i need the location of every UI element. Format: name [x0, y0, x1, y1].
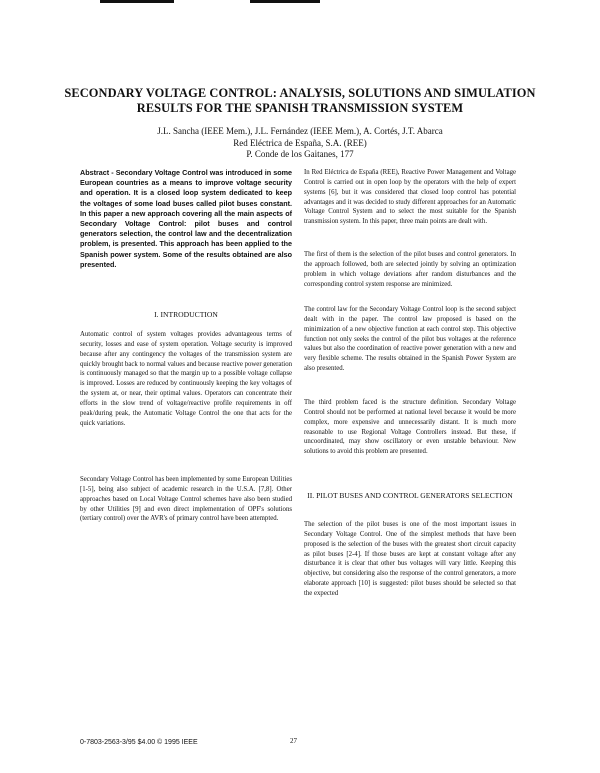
- page-number: 27: [290, 737, 297, 745]
- scan-edge-mark-left: [100, 0, 174, 3]
- isbn-footer: 0-7803-2563-3/95 $4.00 © 1995 IEEE: [80, 739, 198, 746]
- paragraph: Secondary Voltage Control has been implemented by some European Utilities [1-5], being also subject of academic research in the U.S.A. [7,8]. Other approaches based on Local Voltage Control schemes have also been studied by other Utilities [9] and even direct implementation of OPF's solutions (tertiary control) over the AVR's of primary control have been attempted.: [80, 476, 292, 523]
- section-heading-pilot-buses: II. PILOT BUSES AND CONTROL GENERATORS SELECTION: [307, 491, 513, 500]
- affiliation: Red Eléctrica de España, S.A. (REE): [233, 137, 367, 148]
- abstract: Abstract - Secondary Voltage Control was introduced in some European countries as a means to improve voltage security and operation. It is a closed loop system dedicated to keep the voltages of some load buses called pilot buses constant. In this paper a new approach covering all the main aspects of Secondary Voltage Control: pilot buses and control generators selection, the control law and the decentralization problem, is presented. This approach has been applied to the Spanish power system. Some of the results obtained are also presented.: [80, 168, 292, 269]
- paragraph: In Red Eléctrica de España (REE), Reactive Power Management and Voltage Control is carried out in open loop by the operators with the help of expert systems [6], but it was considered that closed loop control has potential advantages and it was decided to study different approaches for an Automatic Voltage Control System and to select the most suitable for the Spanish transmission system. In this paper, three main points are dealt with.: [304, 169, 516, 226]
- address: P. Conde de los Gaitanes, 177: [246, 149, 354, 159]
- paper-title: SECONDARY VOLTAGE CONTROL: ANALYSIS, SOLUTIONS AND SIMULATION RESULTS FOR THE SPANISH TRANSMISSION SYSTEM: [64, 86, 536, 115]
- section-heading-introduction: I. INTRODUCTION: [154, 310, 218, 319]
- paragraph: The selection of the pilot buses is one of the most important issues in Secondary Voltage Control. One of the simplest methods that have been proposed is the selection of the buses with the greatest short circuit capacity as pilot buses [2-4]. If those buses are kept at constant voltage after any disturbance it is clear that other bus voltages will vary little. Keeping this objective, but considering also the response of the control generators, a more elaborate approach [10] is suggested: pilot buses should be selected so that the expected: [304, 521, 516, 597]
- scan-edge-mark-right: [250, 0, 320, 3]
- author-names: J.L. Sancha (IEEE Mem.), J.L. Fernández (IEEE Mem.), A. Cortés, J.T. Abarca: [157, 126, 443, 136]
- author-block: [60, 126, 540, 161]
- paragraph: Automatic control of system voltages provides advantageous terms of security, losses and ease of system operation. Voltage security is improved because after any contingency the voltages of the transmission system are quickly brought back to normal values and because reactive power generation is continuously managed so that the margin up to a possible voltage collapse is improved. Losses are reduced by continuously keeping the key voltages of the system at, or near, their optimal values. Operators can concentrate their efforts in the slow trend of voltage/reactive profile requirements in off peak/during peak, the Automatic Voltage Control the one that acts for the quick variations.: [80, 331, 292, 427]
- paragraph: The third problem faced is the structure definition. Secondary Voltage Control should not be performed at national level because it would be more complex, more expensive and unnecessarily distant. It is much more reasonable to use Regional Voltage Controllers instead. But these, if uncoordinated, may show oscillatory or even unstable behaviour. New solutions to avoid this problem are presented.: [304, 399, 516, 456]
- paragraph: The control law for the Secondary Voltage Control loop is the second subject dealt with in the paper. The control law proposed is based on the minimization of a new objective function at each control step. This objective function not only seeks the control of the pilot bus voltages at the reference values but also the coordination of reactive power generation with a new and very flexible scheme. The results obtained in the Spanish Power System are also presented.: [304, 306, 516, 373]
- paragraph: The first of them is the selection of the pilot buses and control generators. In the approach followed, both are selected jointly by solving an optimization problem in which voltage deviations after random disturbances and the corresponding control system response are minimized.: [304, 251, 516, 288]
